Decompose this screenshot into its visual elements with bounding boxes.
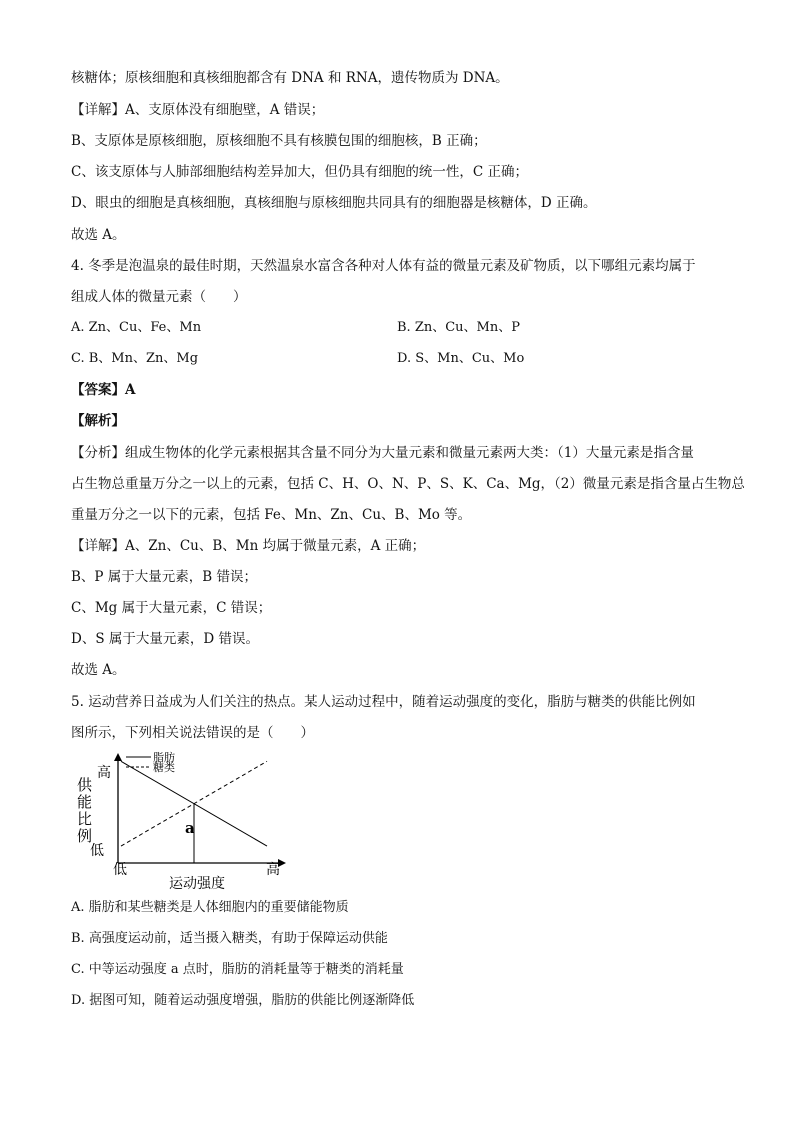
q4-option-c: C. B、Mn、Zn、Mg: [71, 351, 199, 366]
text-line: 【详解】A、支原体没有细胞壁，A 错误；: [71, 102, 325, 118]
x-axis-label: 运动强度: [169, 876, 225, 892]
y-tick-label: 高: [97, 765, 111, 781]
legend-label: 脂肪: [153, 751, 175, 764]
q4-analysis-line: C、Mg 属于大量元素，C 错误；: [71, 600, 272, 616]
question-4-stem: 4. 冬季是泡温泉的最佳时期，天然温泉水富含各种对人体有益的微量元素及矿物质，以下哪组元素均属于: [71, 258, 696, 274]
q5-option-b: B. 高强度运动前，适当摄入糖类，有助于保障运动供能: [71, 931, 388, 946]
q4-analysis-line: B、P 属于大量元素，B 错误；: [71, 569, 258, 585]
energy-supply-chart: [71, 750, 296, 895]
q4-option-b: B. Zn、Cu、Mn、P: [397, 320, 520, 335]
text-line: C、该支原体与人肺部细胞结构差异加大，但仍具有细胞的统一性，C 正确；: [71, 164, 528, 180]
q4-option-a: A. Zn、Cu、Fe、Mn: [71, 320, 202, 335]
q4-option-d: D. S、Mn、Cu、Mo: [397, 351, 525, 366]
q4-analysis-line: 【详解】A、Zn、Cu、B、Mn 均属于微量元素，A 正确；: [71, 538, 426, 554]
intersection-label: a: [185, 819, 195, 837]
text-line: 故选 A。: [71, 227, 126, 243]
q4-analysis-line: 重量万分之一以下的元素，包括 Fe、Mn、Zn、Cu、B、Mo 等。: [71, 507, 472, 523]
y-axis-label-char: 能: [77, 793, 93, 811]
question-4-stem: 组成人体的微量元素（ ）: [71, 289, 247, 305]
q4-analysis-line: 【分析】组成生物体的化学元素根据其含量不同分为大量元素和微量元素两大类：（1）大量元素是指含量: [71, 445, 694, 461]
q4-analysis-line: 占生物总重量万分之一以上的元素，包括 C、H、O、N、P、S、K、Ca、Mg，（2）微量元素是指含量占生物总: [71, 476, 745, 492]
x-tick-label: 高: [266, 862, 280, 878]
text-line: D、眼虫的细胞是真核细胞，真核细胞与原核细胞共同具有的细胞器是核糖体，D 正确。: [71, 195, 597, 211]
y-tick-label: 低: [90, 843, 104, 859]
q4-analysis-heading: 【解析】: [71, 413, 125, 429]
text-line: B、支原体是原核细胞，原核细胞不具有核膜包围的细胞核，B 正确；: [71, 133, 487, 149]
x-tick-label: 低: [113, 862, 127, 878]
q5-option-d: D. 据图可知，随着运动强度增强，脂肪的供能比例逐渐降低: [71, 993, 415, 1008]
legend-label: 糖类: [153, 761, 175, 774]
q4-analysis-line: D、S 属于大量元素，D 错误。: [71, 631, 259, 647]
y-axis-label-char: 比: [77, 810, 93, 828]
q4-answer: 【答案】A: [71, 382, 136, 398]
y-axis-label-char: 供: [77, 776, 93, 794]
y-axis-label-char: 例: [77, 827, 93, 845]
question-5-stem: 5. 运动营养日益成为人们关注的热点。某人运动过程中，随着运动强度的变化，脂肪与糖类的供能比例如: [71, 694, 696, 710]
text-line: 核糖体；原核细胞和真核细胞都含有 DNA 和 RNA，遗传物质为 DNA。: [71, 70, 509, 86]
q5-option-c: C. 中等运动强度 a 点时，脂肪的消耗量等于糖类的消耗量: [71, 962, 404, 977]
q5-option-a: A. 脂肪和某些糖类是人体细胞内的重要储能物质: [71, 900, 349, 915]
question-5-stem: 图所示，下列相关说法错误的是（ ）: [71, 725, 314, 741]
q4-analysis-line: 故选 A。: [71, 662, 126, 678]
